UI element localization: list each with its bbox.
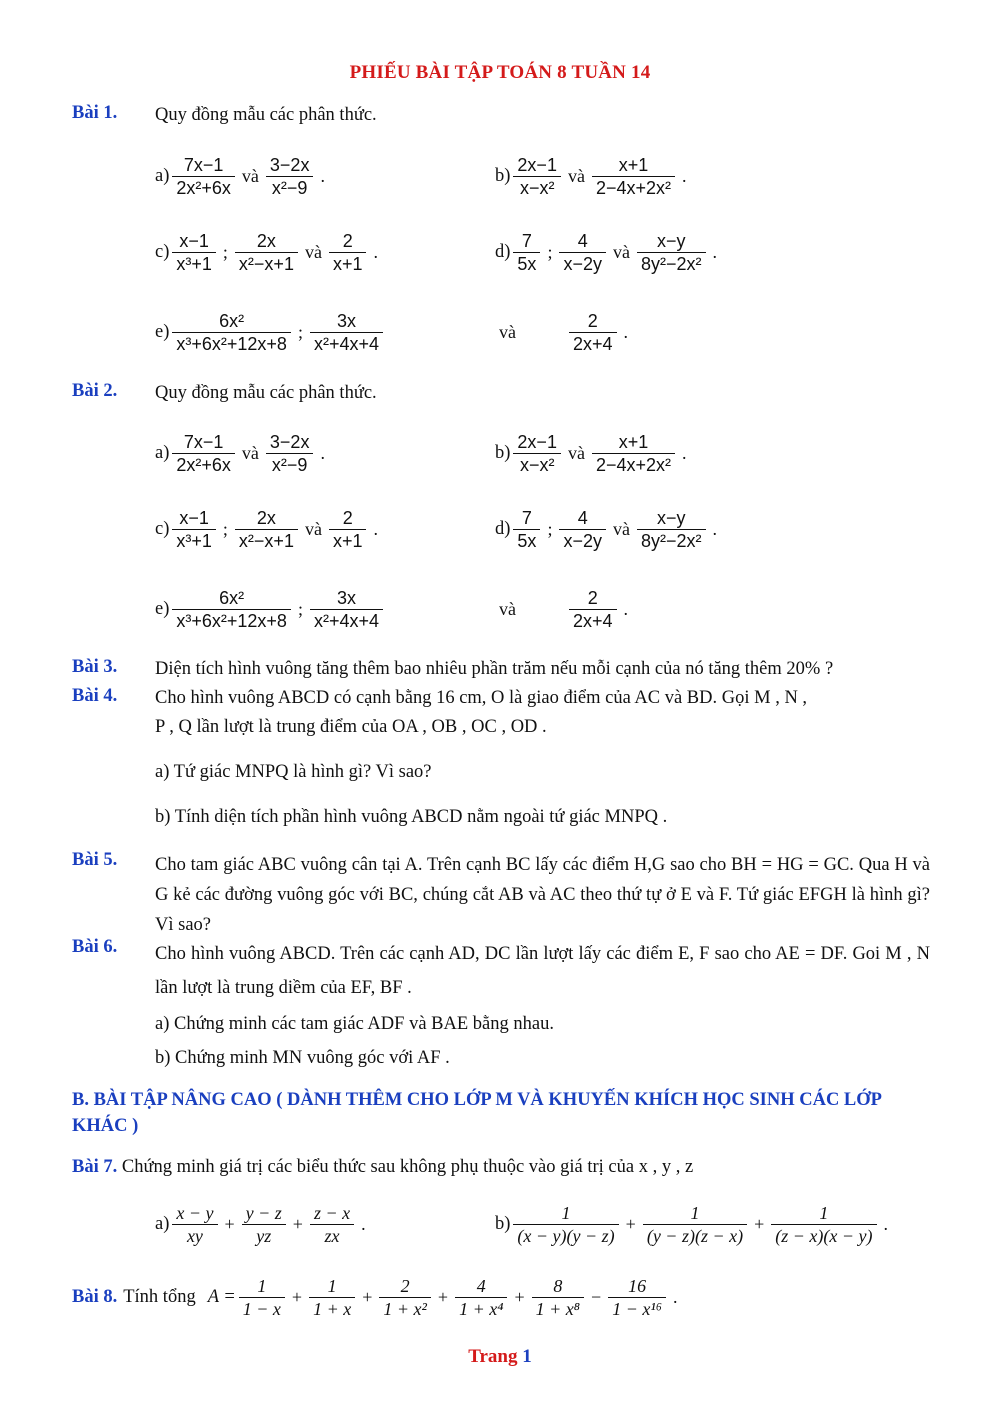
fraction: $\frac{x-y}{\text{8y²−2x²}}$: [637, 507, 706, 552]
bai8-line: Bài 8. Tính tổng A = $\frac{1}{1 - x}$ + $\frac{1}{1 + x}$ + $\frac{2}{\text{1 + x²}}$ + $\frac{4}{\text{1 + x⁴}}$ + $\frac{8}{\text{1 + x⁸}}$ − $\frac{16}{\text{1 − x¹⁶}}$ .: [72, 1276, 678, 1319]
fraction: $\frac{2x}{\text{x²−x+1}}$: [235, 230, 298, 275]
bai4-a: a) Tứ giác MNPQ là hình gì? Vì sao?: [155, 762, 432, 782]
bai4-line2: P , Q lần lượt là trung điểm của OA , OB , OC , OD .: [155, 717, 547, 737]
label-a: a): [155, 443, 170, 463]
fraction: $\frac{x - y}{xy}$: [172, 1202, 217, 1247]
bai7-line: [72, 1155, 693, 1179]
bai7-b: b) $\frac{1}{(x - y)(y - z)}$ + $\frac{1}{(y - z)(z - x)}$ + $\frac{1}{(z - x)(x - y)}$ .: [495, 1203, 888, 1246]
fraction: $\frac{4}{x-2y}$: [559, 507, 606, 552]
fraction: $\frac{2}{\text{1 + x²}}$: [379, 1275, 431, 1320]
bai2-e: e) $\frac{\text{6x²}}{\text{x³+6x²+12x+8}}$ ; $\frac{3x}{\text{x²+4x+4}}$: [155, 587, 386, 632]
bai6-b: b) Chứng minh MN vuông góc với AF .: [155, 1048, 450, 1068]
fraction: $\frac{3-2x}{\text{x²−9}}$: [266, 431, 314, 476]
bai2-a: a) $\frac{7x-1}{\text{2x²+6x}}$ và $\frac{3-2x}{\text{x²−9}}$ .: [155, 432, 325, 475]
fraction: $\frac{2}{x+1}$: [329, 507, 367, 552]
bai2-text: Quy đồng mẫu các phân thức.: [155, 383, 377, 403]
bai4-line1: Cho hình vuông ABCD có cạnh bằng 16 cm, O là giao điểm của AC và BD. Gọi M , N ,: [155, 688, 808, 708]
fraction: $\frac{2}{x+1}$: [329, 230, 367, 275]
section-b-heading: B. BÀI TẬP NÂNG CAO ( DÀNH THÊM CHO LỚP M VÀ KHUYẾN KHÍCH HỌC SINH CÁC LỚP KHÁC ): [72, 1090, 881, 1136]
fraction: $\frac{7x-1}{\text{2x²+6x}}$: [172, 154, 235, 199]
page-number: 1: [522, 1346, 532, 1367]
bai1-e: e) $\frac{\text{6x²}}{\text{x³+6x²+12x+8}}$ ; $\frac{3x}{\text{x²+4x+4}}$: [155, 310, 386, 355]
fraction: $\frac{7}{5x}$: [513, 507, 540, 552]
fraction: $\frac{x+1}{\text{2−4x+2x²}}$: [592, 154, 675, 199]
bai2-c: c) $\frac{x-1}{\text{x³+1}}$ ; $\frac{2x}{\text{x²−x+1}}$ và $\frac{2}{x+1}$ .: [155, 508, 378, 551]
fraction: $\frac{1}{(x - y)(y - z)}$: [513, 1202, 618, 1247]
bai2-label: Bài 2.: [72, 381, 118, 401]
fraction: $\frac{2x-1}{\text{x−x²}}$: [513, 154, 561, 199]
fraction: $\frac{x+1}{\text{2−4x+2x²}}$: [592, 431, 675, 476]
label-e: e): [155, 599, 170, 619]
fraction: $\frac{x-y}{\text{8y²−2x²}}$: [637, 230, 706, 275]
fraction: $\frac{\text{6x²}}{\text{x³+6x²+12x+8}}$: [172, 587, 291, 632]
bai2-e-cont: và $\frac{2}{2x+4}$ .: [499, 588, 629, 631]
fraction: $\frac{x-1}{\text{x³+1}}$: [172, 230, 216, 275]
fraction: $\frac{1}{(y - z)(z - x)}$: [643, 1202, 747, 1247]
fraction: $\frac{3-2x}{\text{x²−9}}$: [266, 154, 314, 199]
fraction: $\frac{3x}{\text{x²+4x+4}}$: [310, 310, 383, 355]
bai6-text: Cho hình vuông ABCD. Trên các cạnh AD, DC lần lượt lấy các điểm E, F sao cho AE = DF. Goi M , N lần lượt là trung diềm của EF, BF .: [155, 944, 930, 998]
bai2-b: b) $\frac{2x-1}{\text{x−x²}}$ và $\frac{x+1}{\text{2−4x+2x²}}$ .: [495, 432, 687, 475]
label-b: b): [495, 166, 511, 186]
bai5-text: Cho tam giác ABC vuông cân tại A. Trên cạnh BC lấy các điểm H,G sao cho BH = HG = GC. Qua H và G kẻ các đường vuông góc với BC, chúng cắt AB và AC theo thứ tự ở E và F. Tứ giác EFGH là hình gì? Vì sao?: [155, 855, 930, 935]
bai2-d: d) $\frac{7}{5x}$ ; $\frac{4}{x-2y}$ và $\frac{x-y}{\text{8y²−2x²}}$ .: [495, 508, 718, 551]
bai1-text: Quy đồng mẫu các phân thức.: [155, 105, 377, 125]
bai1-label: Bài 1.: [72, 103, 118, 123]
fraction: $\frac{7x-1}{\text{2x²+6x}}$: [172, 431, 235, 476]
page-word: Trang: [468, 1346, 518, 1367]
label-a: a): [155, 166, 170, 186]
label-e: e): [155, 322, 170, 342]
label-b: b): [495, 1214, 511, 1234]
bai4-b: b) Tính diện tích phần hình vuông ABCD nằm ngoài tứ giác MNPQ .: [155, 807, 668, 827]
fraction: $\frac{y - z}{yz}$: [242, 1202, 286, 1247]
label-b: b): [495, 443, 511, 463]
bai3-text: Diện tích hình vuông tăng thêm bao nhiêu phần trăm nếu mỗi cạnh của nó tăng thêm 20% ?: [155, 659, 834, 679]
bai6-a: a) Chứng minh các tam giác ADF và BAE bằng nhau.: [155, 1014, 554, 1034]
label-d: d): [495, 519, 511, 539]
bai7-label: Bài 7.: [72, 1157, 118, 1177]
label-c: c): [155, 519, 170, 539]
bai5-label: Bài 5.: [72, 850, 118, 870]
fraction: $\frac{2x}{\text{x²−x+1}}$: [235, 507, 298, 552]
bai1-c: c) $\frac{x-1}{\text{x³+1}}$ ; $\frac{2x}{\text{x²−x+1}}$ và $\frac{2}{x+1}$ .: [155, 231, 378, 274]
bai6-label: Bài 6.: [72, 937, 118, 957]
fraction: $\frac{3x}{\text{x²+4x+4}}$: [310, 587, 383, 632]
fraction: $\frac{1}{1 - x}$: [239, 1275, 285, 1320]
bai7-a: a) $\frac{x - y}{xy}$ + $\frac{y - z}{yz}$ + $\frac{z - x}{zx}$ .: [155, 1203, 366, 1246]
bai1-b: b) $\frac{2x-1}{\text{x−x²}}$ và $\frac{x+1}{\text{2−4x+2x²}}$ .: [495, 155, 687, 198]
fraction: $\frac{2}{2x+4}$: [569, 587, 617, 632]
bai1-e-cont: và $\frac{2}{2x+4}$ .: [499, 311, 629, 354]
fraction: $\frac{4}{x-2y}$: [559, 230, 606, 275]
bai1-a: a) $\frac{7x-1}{\text{2x²+6x}}$ và $\frac{3-2x}{\text{x²−9}}$ .: [155, 155, 325, 198]
label-d: d): [495, 242, 511, 262]
fraction: $\frac{2}{2x+4}$: [569, 310, 617, 355]
fraction: $\frac{z - x}{zx}$: [310, 1202, 354, 1247]
fraction: $\frac{4}{\text{1 + x⁴}}$: [455, 1275, 507, 1320]
fraction: $\frac{7}{5x}$: [513, 230, 540, 275]
bai8-text: Tính tổng: [123, 1287, 196, 1307]
bai1-d: d) $\frac{7}{5x}$ ; $\frac{4}{x-2y}$ và $\frac{x-y}{\text{8y²−2x²}}$ .: [495, 231, 718, 274]
fraction: $\frac{1}{1 + x}$: [309, 1275, 355, 1320]
bai8-label: Bài 8.: [72, 1287, 118, 1307]
bai8-lhs: A =: [207, 1287, 236, 1307]
fraction: $\frac{2x-1}{\text{x−x²}}$: [513, 431, 561, 476]
page-title: PHIẾU BÀI TẬP TOÁN 8 TUẦN 14: [349, 62, 651, 83]
fraction: $\frac{x-1}{\text{x³+1}}$: [172, 507, 216, 552]
fraction: $\frac{16}{\text{1 − x¹⁶}}$: [608, 1275, 666, 1320]
label-a: a): [155, 1214, 170, 1234]
fraction: $\frac{1}{(z - x)(x - y)}$: [771, 1202, 876, 1247]
fraction: $\frac{8}{\text{1 + x⁸}}$: [532, 1275, 584, 1320]
bai3-label: Bài 3.: [72, 657, 118, 677]
bai4-label: Bài 4.: [72, 686, 118, 706]
page-footer: [0, 1346, 1000, 1368]
bai7-text: Chứng minh giá trị các biểu thức sau không phụ thuộc vào giá trị của x , y , z: [121, 1157, 694, 1177]
fraction: $\frac{\text{6x²}}{\text{x³+6x²+12x+8}}$: [172, 310, 291, 355]
label-c: c): [155, 242, 170, 262]
